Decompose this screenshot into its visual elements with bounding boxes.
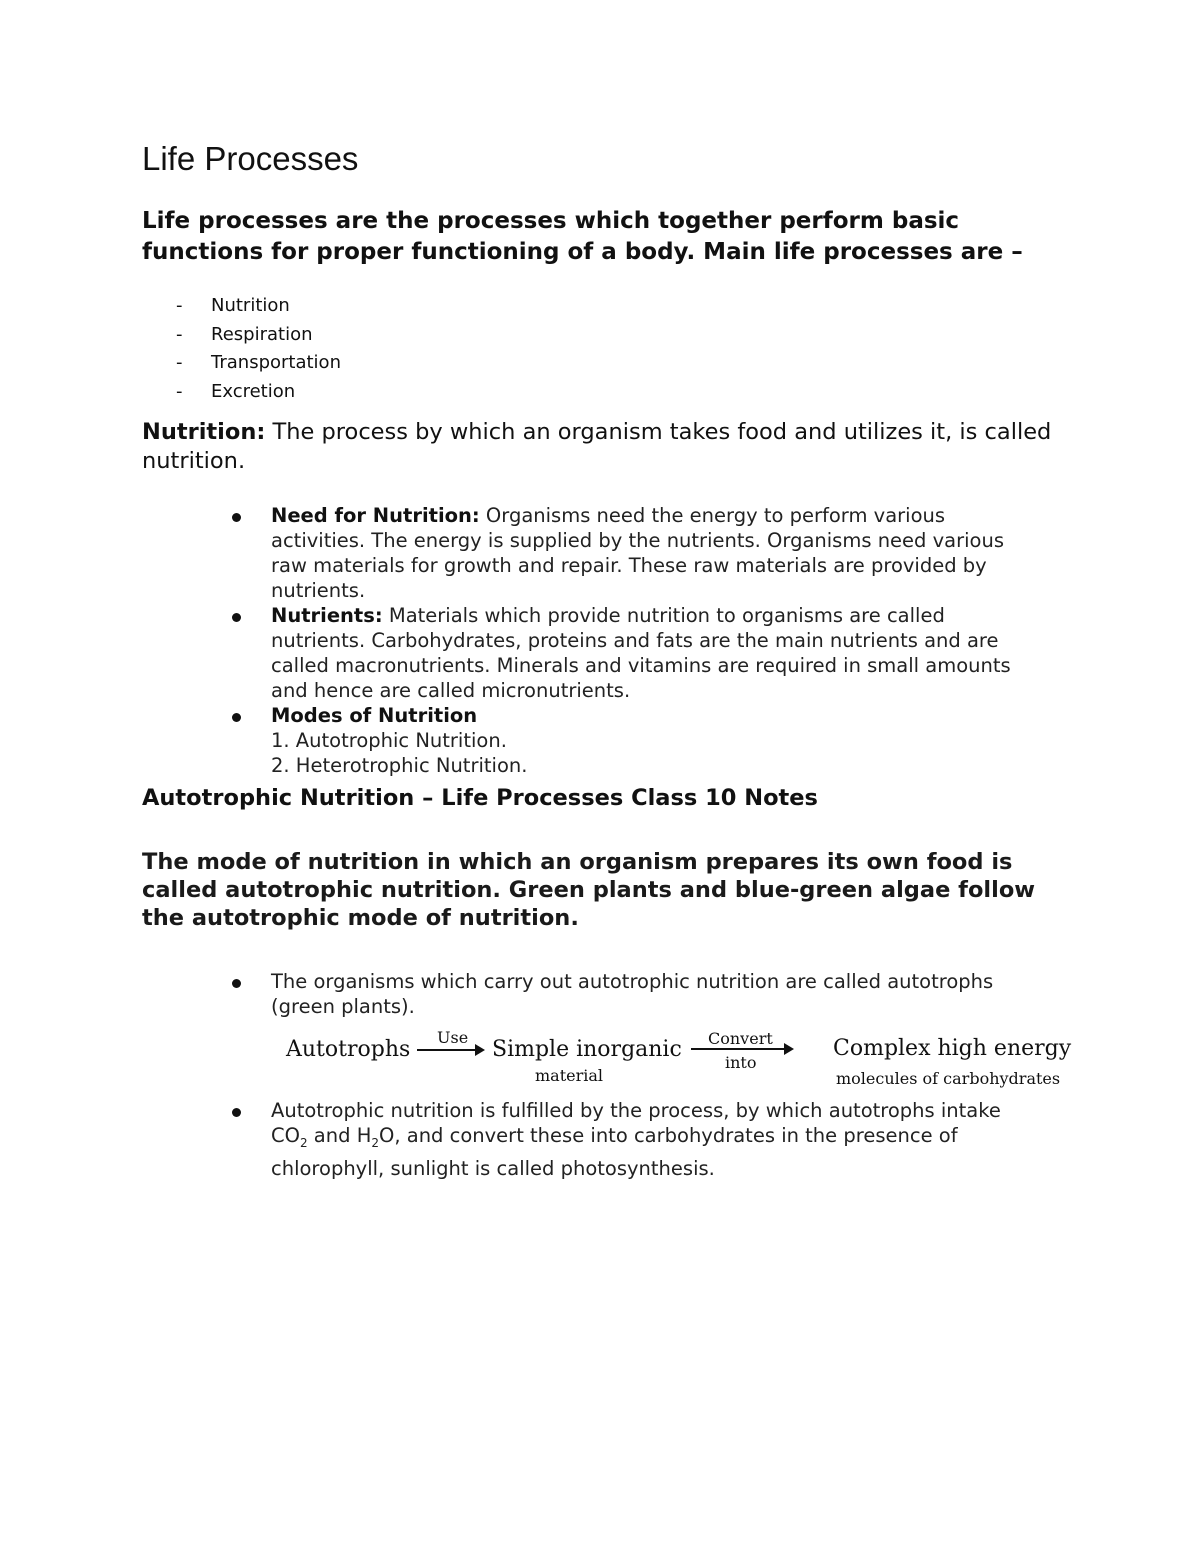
- nutrition-term: Nutrition:: [142, 419, 266, 445]
- text-segment: Autotrophic nutrition is fulfilled by the process, by which autotrophs intake CO: [271, 1099, 1001, 1147]
- bullet-item-photosynthesis: [232, 1098, 1032, 1181]
- nutrition-definition: [142, 418, 1082, 476]
- bullet-text: [271, 1099, 1001, 1180]
- section-heading: Autotrophic Nutrition – Life Processes Class 10 Notes: [142, 785, 818, 811]
- list-item-label: Nutrition: [211, 295, 290, 316]
- mode-item: 1. Autotrophic Nutrition.: [271, 729, 507, 752]
- bullet-term: Nutrients:: [271, 604, 383, 627]
- list-item: [176, 378, 341, 407]
- list-item: [176, 349, 341, 378]
- flow-arrow-label: Use: [437, 1028, 469, 1047]
- flow-node-subtitle: molecules of carbohydrates: [836, 1069, 1061, 1088]
- bullet-icon: [232, 713, 241, 722]
- flow-node-autotrophs: Autotrophs: [286, 1037, 411, 1062]
- dash-marker: -: [176, 352, 183, 374]
- autotrophic-paragraph: The mode of nutrition in which an organism prepares its own food is called autotrophic nutrition. Green plants and blue-green algae follow the autotrophic mode of nutrition.: [142, 849, 1036, 931]
- dash-marker: -: [176, 323, 183, 345]
- bullet-item-need: [232, 503, 1032, 603]
- life-processes-list: [176, 292, 341, 407]
- bullet-term: Need for Nutrition:: [271, 504, 480, 527]
- list-item-label: Transportation: [211, 352, 341, 374]
- bullet-icon: [232, 613, 241, 622]
- list-item: [176, 321, 341, 350]
- nutrition-text: The process by which an organism takes food and utilizes it, is called nutrition.: [142, 419, 1052, 474]
- bullet-item-nutrients: [232, 603, 1032, 703]
- autotroph-flow-diagram: [280, 1025, 1080, 1095]
- page-title: Life Processes: [142, 140, 359, 177]
- bullet-icon: [232, 979, 241, 988]
- bullet-icon: [232, 513, 241, 522]
- bullet-item-modes: [232, 703, 1032, 778]
- nutrition-bullet-list: [232, 503, 1032, 778]
- flow-arrow-label: into: [725, 1053, 757, 1072]
- bullet-text: The organisms which carry out autotrophic nutrition are called autotrophs (green plants).: [271, 970, 994, 1018]
- dash-marker: -: [176, 295, 183, 316]
- flow-node-complex: Complex high energy: [833, 1036, 1072, 1061]
- dash-marker: -: [176, 381, 183, 403]
- flow-arrow-label: Convert: [708, 1029, 773, 1048]
- bullet-text: Materials which provide nutrition to organisms are called nutrients. Carbohydrates, proteins and fats are the main nutrients and are called macronutrients. Minerals and vitamins are required in small amounts and hence are called micronutrients.: [271, 604, 1011, 702]
- flow-node-simple-inorganic: Simple inorganic: [492, 1037, 682, 1062]
- bullet-term: Modes of Nutrition: [271, 704, 478, 727]
- subscript: 2: [371, 1135, 379, 1150]
- bullet-text: Organisms need the energy to perform various activities. The energy is supplied by the nutrients. Organisms need various raw materials for growth and repair. These raw materials are provided by nutrients.: [271, 504, 1004, 602]
- bullet-icon: [232, 1108, 241, 1117]
- text-segment: O, and convert these into carbohydrates in the presence of chlorophyll, sunlight is called photosynthesis.: [271, 1124, 958, 1180]
- arrow-right-icon: [417, 1049, 483, 1051]
- subscript: 2: [299, 1135, 308, 1150]
- arrow-right-icon: [691, 1048, 792, 1050]
- list-item: [176, 292, 341, 321]
- text-segment: and H: [307, 1124, 372, 1147]
- intro-paragraph: Life processes are the processes which together perform basic functions for proper functioning of a body. Main life processes are –: [142, 208, 1023, 265]
- flow-node-subtitle: material: [535, 1066, 604, 1085]
- list-item-label: Excretion: [211, 381, 296, 403]
- mode-item: 2. Heterotrophic Nutrition.: [271, 754, 528, 777]
- list-item-label: Respiration: [211, 323, 313, 345]
